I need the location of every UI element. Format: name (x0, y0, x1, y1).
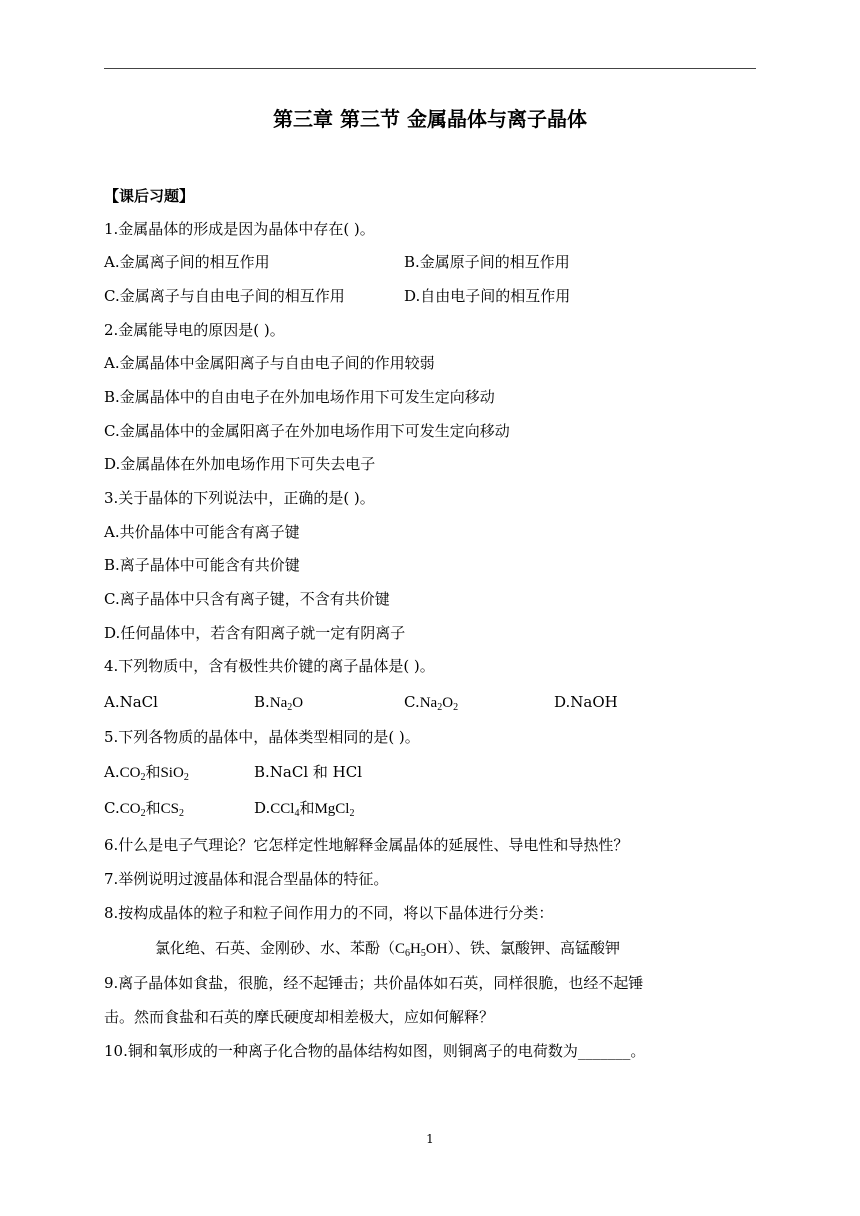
chem-formula-mgcl2: MgCl$_2$ (314, 801, 355, 819)
question-3-option-a: A.共价晶体中可能含有离子键 (104, 523, 300, 541)
option-letter: C. (404, 693, 420, 711)
question-1-option-d: D.自由电子间的相互作用 (404, 287, 571, 305)
question-5-option-b: B.NaCl 和 HCl (254, 763, 363, 781)
question-4-option-c (404, 692, 458, 713)
question-4-option-d: D.NaOH (554, 693, 618, 711)
question-2-option-a: A.金属晶体中金属阳离子与自由电子间的作用较弱 (104, 354, 435, 372)
question-8-substance-list: 氯化绝、石英、金刚砂、水、苯酚$(C_6H_5OH)$、铁、氯酸钾、高锰酸钾 (155, 939, 621, 959)
question-3-option-c: C.离子晶体中只含有离子键，不含有共价键 (104, 590, 390, 608)
question-9-line-2: 击。然而食盐和石英的摩氏硬度却相差极大，应如何解释？ (104, 1008, 495, 1026)
question-3-option-d: D.任何晶体中，若含有阳离子就一定有阴离子 (104, 624, 406, 642)
question-4-stem: 4.下列物质中，含有极性共价键的离子晶体是( )。 (104, 657, 435, 675)
question-3-option-b: B.离子晶体中可能含有共价键 (104, 556, 300, 574)
question-2-option-b: B.金属晶体中的自由电子在外加电场作用下可发生定向移动 (104, 388, 495, 406)
question-2-option-c: C.金属晶体中的金属阳离子在外加电场作用下可发生定向移动 (104, 422, 510, 440)
option-letter: B. (254, 693, 270, 711)
question-1-option-a: A.金属离子间的相互作用 (104, 253, 270, 271)
chem-formula-na2o: $Na_2O$ (269, 695, 304, 713)
question-5-stem: 5.下列各物质的晶体中，晶体类型相同的是( )。 (104, 728, 420, 746)
chem-formula-cs2: $CS_2$ (160, 801, 184, 819)
question-2-stem: 2.金属能导电的原因是( )。 (104, 321, 285, 339)
question-9-line-1: 9.离子晶体如食盐，很脆，经不起锤击；共价晶体如石英，同样很脆，也经不起锤 (104, 974, 644, 992)
question-8-stem: 8.按构成晶体的粒子和粒子间作用力的不同，将以下晶体进行分类： (104, 904, 554, 922)
chem-formula-co2: $CO_2$ (119, 801, 146, 819)
page-title: 第三章 第三节 金属晶体与离子晶体 (273, 107, 587, 131)
question-1-stem: 1.金属晶体的形成是因为晶体中存在( )。 (104, 220, 375, 238)
question-2-option-d: D.金属晶体在外加电场作用下可失去电子 (104, 455, 376, 473)
question-1-option-c: C.金属离子与自由电子间的相互作用 (104, 287, 345, 305)
question-5-option-d: D.CCl$_4$和MgCl$_2$ (254, 799, 355, 819)
question-1-option-b: B.金属原子间的相互作用 (404, 253, 570, 271)
header-rule (104, 68, 756, 69)
question-4-option-a: A.NaCl (104, 693, 158, 711)
section-heading: 【课后习题】 (104, 187, 195, 205)
chem-formula-na2o2: $Na_2O_2$ (419, 695, 459, 713)
question-3-stem: 3.关于晶体的下列说法中，正确的是( )。 (104, 489, 375, 507)
question-10-stem: 10.铜和氧形成的一种离子化合物的晶体结构如图，则铜离子的电荷数为_______。 (104, 1042, 646, 1060)
chem-formula-phenol: $C_6H_5OH$ (395, 941, 448, 959)
question-5-option-a: $A.CO_2$和SiO$_2$ (104, 763, 189, 783)
chem-formula-ccl4: CCl$_4$ (270, 801, 300, 819)
question-5-option-c: $C.CO_2$和$CS_2$ (104, 799, 184, 819)
question-7-stem: 7.举例说明过渡晶体和混合型晶体的特征。 (104, 870, 389, 888)
chem-formula-sio2: SiO$_2$ (160, 765, 189, 783)
question-4-option-b (254, 692, 303, 713)
question-6-stem: 6.什么是电子气理论？它怎样定性地解释金属晶体的延展性、导电性和导热性？ (104, 836, 629, 854)
chem-formula-co2: $CO_2$ (119, 765, 146, 783)
page-number: 1 (426, 1132, 434, 1146)
